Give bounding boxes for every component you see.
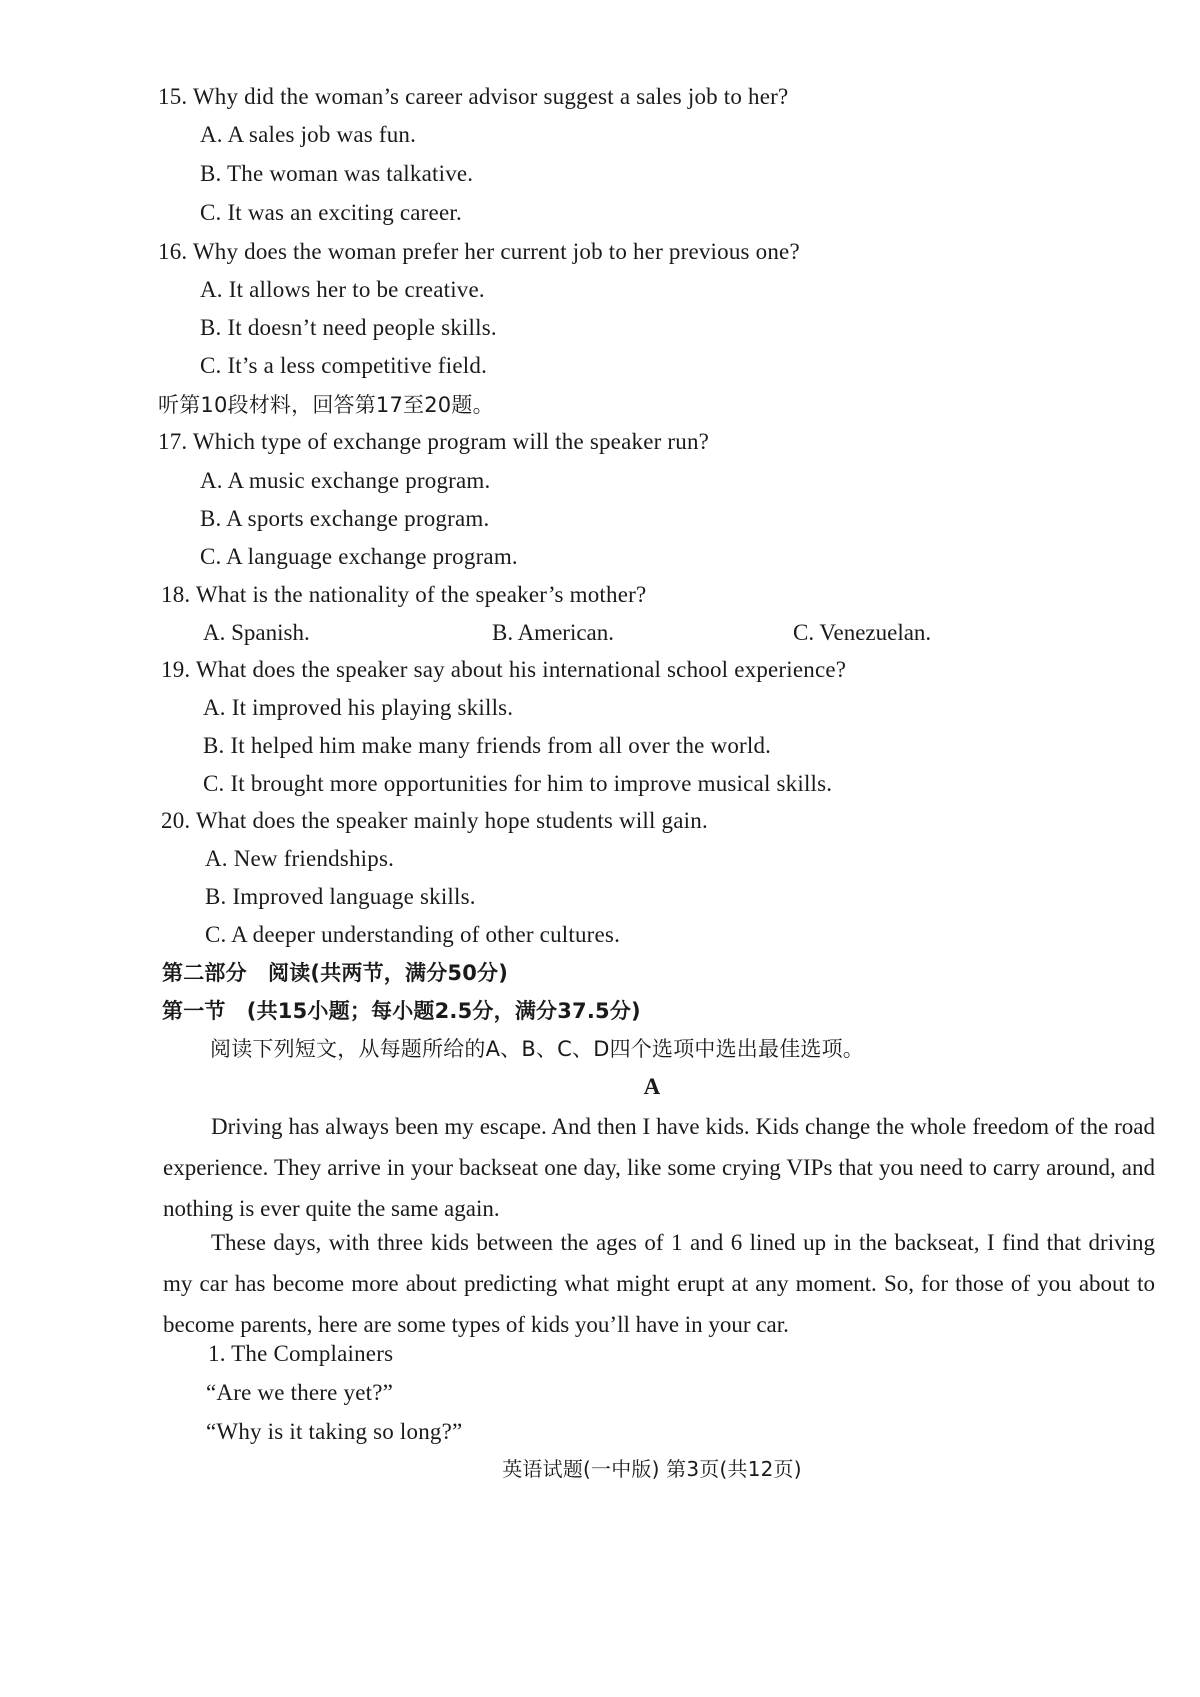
page-footer: 英语试题(一中版) 第3页(共12页) xyxy=(502,1457,802,1481)
question-17-option-c: C. A language exchange program. xyxy=(200,544,518,569)
question-17-option-b: B. A sports exchange program. xyxy=(200,506,490,531)
question-15-option-c: C. It was an exciting career. xyxy=(200,200,462,225)
question-19-stem: 19. What does the speaker say about his international school experience? xyxy=(161,657,847,682)
question-18-option-c: C. Venezuelan. xyxy=(793,620,932,645)
passage-quote-1: “Are we there yet?” xyxy=(206,1380,394,1405)
passage-quote-2: “Why is it taking so long?” xyxy=(206,1419,463,1444)
question-19-option-a: A. It improved his playing skills. xyxy=(203,695,514,720)
question-17-stem: 17. Which type of exchange program will the speaker run? xyxy=(158,429,710,454)
part-2-heading: 第二部分 阅读(共两节，满分50分) xyxy=(162,961,509,985)
reading-instruction: 阅读下列短文，从每题所给的A、B、C、D四个选项中选出最佳选项。 xyxy=(210,1037,865,1061)
question-19-option-c: C. It brought more opportunities for him to improve musical skills. xyxy=(203,771,833,796)
question-15-stem: 15. Why did the woman’s career advisor suggest a sales job to her? xyxy=(158,84,789,109)
question-16-option-a: A. It allows her to be creative. xyxy=(200,277,485,302)
question-20-option-b: B. Improved language skills. xyxy=(205,884,476,909)
question-17-option-a: A. A music exchange program. xyxy=(200,468,491,493)
question-15-option-a: A. A sales job was fun. xyxy=(200,122,417,147)
question-19-option-b: B. It helped him make many friends from all over the world. xyxy=(203,733,772,758)
passage-list-item-1: 1. The Complainers xyxy=(208,1341,394,1366)
passage-paragraph-2: These days, with three kids between the ages of 1 and 6 lined up in the backseat, I find that driving my car has become more about predicting what might erupt at any moment. So, for those of you about to become parents, here are some types of kids you’ll have in your car. xyxy=(163,1230,1155,1337)
passage-paragraph-1: Driving has always been my escape. And then I have kids. Kids change the whole freedom of the road experience. They arrive in your backseat one day, like some crying VIPs that you need to carry around, and nothing is ever quite the same again. xyxy=(163,1114,1155,1221)
question-20-stem: 20. What does the speaker mainly hope students will gain. xyxy=(161,808,708,833)
question-18-option-a: A. Spanish. xyxy=(203,620,310,645)
question-20-option-a: A. New friendships. xyxy=(205,846,395,871)
question-18-option-b: B. American. xyxy=(492,620,614,645)
question-20-option-c: C. A deeper understanding of other cultures. xyxy=(205,922,621,947)
listening-instruction-10: 听第10段材料，回答第17至20题。 xyxy=(158,393,494,417)
question-18-stem: 18. What is the nationality of the speaker’s mother? xyxy=(161,582,647,607)
question-16-option-b: B. It doesn’t need people skills. xyxy=(200,315,497,340)
question-16-option-c: C. It’s a less competitive field. xyxy=(200,353,488,378)
section-1-heading: 第一节 (共15小题；每小题2.5分，满分37.5分) xyxy=(162,999,641,1023)
question-15-option-b: B. The woman was talkative. xyxy=(200,161,474,186)
passage-label: A xyxy=(643,1074,661,1099)
question-18-options xyxy=(203,618,1003,648)
question-16-stem: 16. Why does the woman prefer her current job to her previous one? xyxy=(158,239,800,264)
